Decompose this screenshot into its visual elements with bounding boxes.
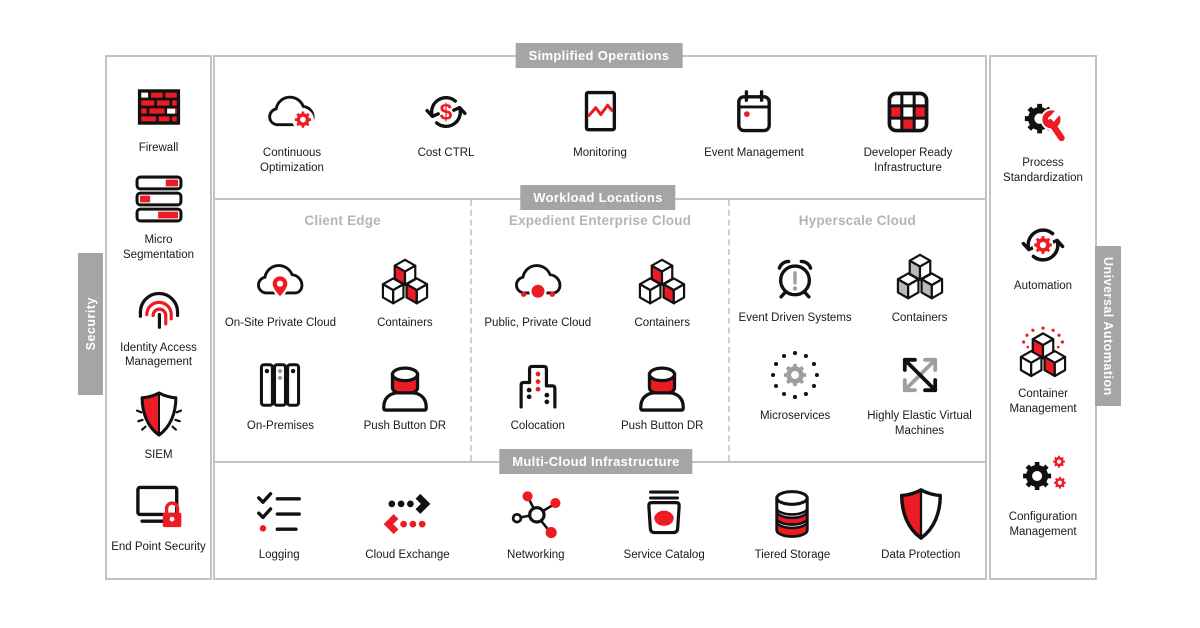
- push-button-icon: [378, 358, 432, 412]
- simplified-operations-section: [215, 57, 985, 200]
- calendar-icon: [727, 85, 781, 139]
- grid-blocks-icon: [881, 85, 935, 139]
- security-side-tab-label: Security: [83, 297, 98, 351]
- firewall-icon: [132, 80, 186, 134]
- node-cloud-exchange: [357, 487, 457, 563]
- cycle-gear-icon: [1016, 218, 1070, 272]
- node-label: Monitoring: [573, 147, 627, 159]
- node-push-button-dr-client-edge: [346, 358, 464, 434]
- cloud-gear-icon: [265, 85, 319, 139]
- node-end-point-security: [109, 479, 209, 555]
- exchange-arrows-icon: [380, 487, 434, 541]
- cost-cycle-icon: [419, 85, 473, 139]
- node-label: Containers: [891, 312, 948, 325]
- node-logging: [229, 487, 329, 563]
- node-label: Configuration Management: [1008, 511, 1078, 538]
- node-label: End Point Security: [111, 541, 206, 554]
- node-label: Colocation: [510, 420, 565, 432]
- column-expedient-enterprise-cloud: [470, 200, 727, 461]
- cubes-sparkle-icon: [1016, 326, 1070, 380]
- elastic-arrows-icon: [893, 348, 947, 402]
- node-micro-segmentation: [109, 172, 209, 263]
- node-on-premises: [221, 358, 339, 434]
- gear-wrench-icon: [1016, 95, 1070, 149]
- workload-locations-section: [215, 200, 985, 463]
- node-label: Containers: [377, 317, 433, 330]
- node-process-standardization: [993, 95, 1093, 186]
- node-tiered-storage: [742, 487, 842, 563]
- node-label: Firewall: [138, 141, 179, 154]
- node-label: On-Site Private Cloud: [224, 317, 337, 330]
- network-nodes-icon: [509, 487, 563, 541]
- universal-automation-panel: [989, 55, 1097, 580]
- fingerprint-icon: [132, 280, 186, 334]
- main-panel: [213, 55, 987, 580]
- node-label: Continuous Optimization: [260, 147, 324, 174]
- node-label: Containers: [634, 317, 691, 330]
- universal-automation-side-tab-label: Universal Automation: [1101, 256, 1115, 396]
- node-containers-enterprise: [603, 255, 721, 331]
- node-label: Container Management: [1009, 388, 1077, 415]
- micro-segmentation-icon: [132, 172, 186, 226]
- node-label: Service Catalog: [623, 549, 705, 561]
- shield-bug-icon: [132, 387, 186, 441]
- column-title: Client Edge: [304, 213, 381, 228]
- node-automation: [993, 218, 1093, 294]
- node-containers-hyperscale: [861, 250, 979, 326]
- cloud-pin-icon: [253, 255, 307, 309]
- node-siem: [109, 387, 209, 463]
- node-configuration-management: [993, 449, 1093, 540]
- node-event-driven-systems: [736, 250, 854, 326]
- node-label: Tiered Storage: [754, 549, 831, 561]
- node-label: Event Management: [704, 147, 804, 159]
- node-developer-ready-infrastructure: [849, 85, 967, 176]
- multi-cloud-infrastructure-section: [215, 463, 985, 578]
- node-continuous-optimization: [233, 85, 351, 176]
- column-client-edge: [215, 200, 470, 461]
- checklist-icon: [252, 487, 306, 541]
- node-label: Public, Private Cloud: [484, 317, 592, 330]
- node-containers-client-edge: [346, 255, 464, 331]
- node-service-catalog: [614, 487, 714, 563]
- node-label: Cloud Exchange: [365, 549, 450, 561]
- cubes-gray-icon: [893, 250, 947, 304]
- cloud-dots-icon: [511, 255, 565, 309]
- node-label: Automation: [1013, 280, 1073, 293]
- node-label: Highly Elastic Virtual Machines: [867, 410, 972, 437]
- universal-automation-side-tab: [1095, 246, 1121, 406]
- node-label: On-Premises: [246, 420, 314, 432]
- shield-half-icon: [894, 487, 948, 541]
- servers-icon: [253, 358, 307, 412]
- node-label: Micro Segmentation: [123, 234, 194, 261]
- node-label: Data Protection: [881, 549, 961, 561]
- node-label: Push Button DR: [620, 420, 704, 432]
- node-label: Microservices: [759, 410, 831, 423]
- alarm-clock-icon: [768, 250, 822, 304]
- node-data-protection: [871, 487, 971, 563]
- node-label: Push Button DR: [363, 420, 447, 432]
- column-title: Hyperscale Cloud: [798, 213, 916, 228]
- node-cost-ctrl: [387, 85, 505, 161]
- node-microservices: [736, 348, 854, 439]
- node-networking: [486, 487, 586, 563]
- catalog-icon: [637, 487, 691, 541]
- node-event-management: [695, 85, 813, 161]
- banner-workload-locations: Workload Locations: [520, 185, 675, 210]
- security-side-tab: [78, 253, 103, 395]
- endpoint-lock-icon: [132, 479, 186, 533]
- banner-multi-cloud-infrastructure: Multi-Cloud Infrastructure: [499, 449, 692, 474]
- node-container-management: [993, 326, 1093, 417]
- node-label: Networking: [507, 549, 565, 561]
- column-title: Expedient Enterprise Cloud: [508, 213, 692, 228]
- node-public-private-cloud: [479, 255, 597, 331]
- cubes-red-icon: [378, 255, 432, 309]
- monitoring-chart-icon: [573, 85, 627, 139]
- node-firewall: [109, 80, 209, 156]
- gear-dots-icon: [768, 348, 822, 402]
- security-panel: [105, 55, 212, 580]
- node-highly-elastic-virtual-machines: [861, 348, 979, 439]
- push-button-icon: [635, 358, 689, 412]
- node-identity-access-management: [109, 280, 209, 371]
- gears-icon: [1016, 449, 1070, 503]
- node-label: Process Standardization: [1003, 157, 1083, 185]
- database-icon: [765, 487, 819, 541]
- cubes-red-icon: [635, 255, 689, 309]
- node-monitoring: [541, 85, 659, 161]
- banner-simplified-operations: Simplified Operations: [516, 43, 683, 68]
- node-label: Cost CTRL: [417, 147, 475, 159]
- node-label: Logging: [258, 549, 300, 561]
- node-colocation: [479, 358, 597, 434]
- node-label: Event Driven Systems: [738, 312, 852, 325]
- node-on-site-private-cloud: [221, 255, 339, 331]
- node-label: Identity Access Management: [120, 341, 197, 369]
- building-icon: [511, 358, 565, 412]
- node-push-button-dr-enterprise: [603, 358, 721, 434]
- node-label: Developer Ready Infrastructure: [863, 147, 953, 174]
- svg-text:$: $: [439, 99, 453, 126]
- node-label: SIEM: [144, 448, 173, 461]
- column-hyperscale-cloud: [728, 200, 985, 461]
